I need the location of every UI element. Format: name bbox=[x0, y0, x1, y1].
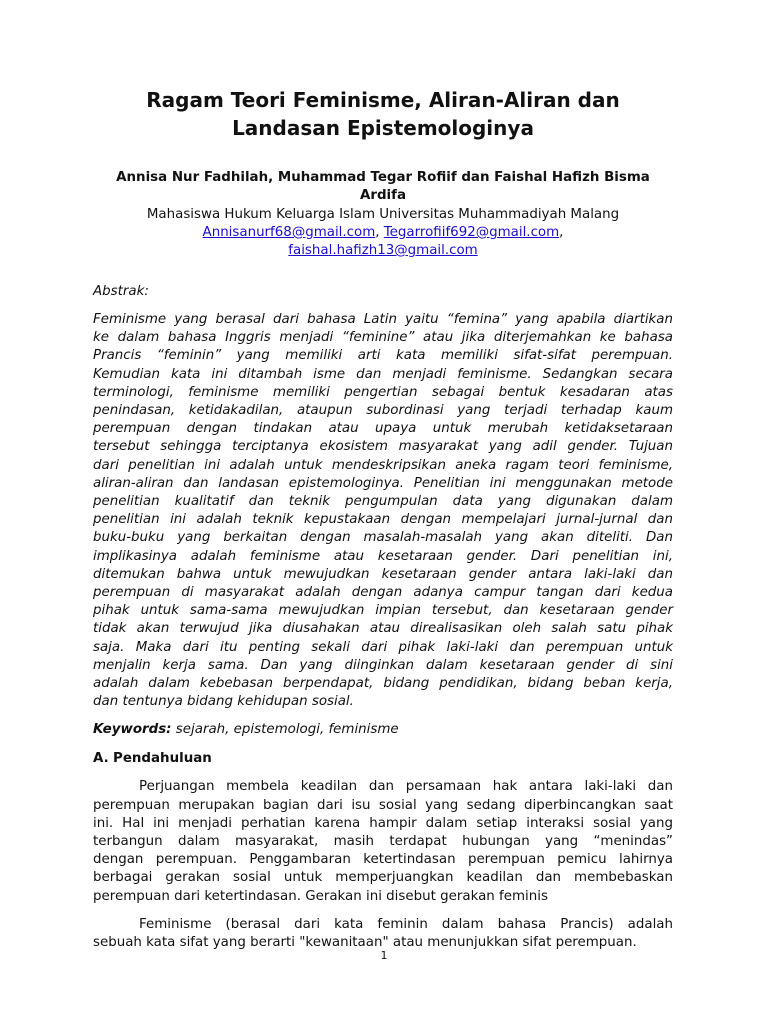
text-line: Perjuangan membela keadilan dan persamaan hak antara laki-laki dan bbox=[139, 779, 673, 795]
author-affiliation: Mahasiswa Hukum Keluarga Islam Universitas Muhammadiyah Malang bbox=[146, 207, 620, 222]
emails-line bbox=[93, 224, 673, 242]
text-line: ini. Hal ini menjadi perhatian karena hampir dalam setiap interaksi sosial yang bbox=[93, 815, 673, 831]
emails-line bbox=[93, 242, 673, 260]
text-line: Prancis “feminin” yang memiliki arti kata memiliki sifat-sifat perempuan. bbox=[93, 348, 673, 364]
text-line: Feminisme yang berasal dari bahasa Latin yaitu “femina” yang apabila diartikan bbox=[93, 312, 673, 327]
text-line: adalah dalam kebebasan berpendapat, bidang pendidikan, bidang beban kerja, bbox=[93, 676, 673, 692]
paper-title bbox=[93, 86, 673, 142]
email-link-2[interactable]: Tegarrofiif692@gmail.com bbox=[383, 225, 560, 240]
body-paragraph-2 bbox=[93, 916, 673, 952]
text-line: terminologi, feminisme memiliki pengertian sebagai bentuk kesadaran atas bbox=[93, 384, 673, 400]
text-line: berbagai gerakan sosial untuk memperjuangkan keadilan dan membebaskan bbox=[93, 870, 673, 886]
text-line: dengan perempuan. Penggambaran ketertindasan perempuan pemicu lahirnya bbox=[93, 852, 673, 868]
text-line: perempuan merupakan bagian dari isu sosial yang sedang diperbincangkan saat bbox=[93, 797, 673, 813]
text-line: saja. Maka dari itu penting sekali dari pihak laki-laki dan perempuan untuk bbox=[93, 639, 673, 655]
text-line: perempuan di masyarakat adalah dengan adanya campur tangan dari kedua bbox=[93, 585, 673, 601]
text-line: tidak akan terwujud jika diusahakan atau direalisasikan oleh salah satu pihak bbox=[93, 621, 673, 637]
text-line: pihak untuk sama-sama mewujudkan impian tersebut, dan kesetaraan gender bbox=[93, 603, 673, 619]
email-separator: , bbox=[375, 225, 384, 240]
section-title: Pendahuluan bbox=[113, 751, 212, 767]
text-line: perempuan dari ketertindasan. Gerakan ini disebut gerakan feminis bbox=[93, 888, 548, 904]
text-line: buku-buku yang berkaitan dengan masalah-masalah yang akan diteliti. Dan bbox=[93, 530, 673, 546]
email-link-1[interactable]: Annisanurf68@gmail.com bbox=[202, 225, 376, 240]
section-heading bbox=[93, 750, 673, 768]
abstract-text bbox=[93, 311, 673, 711]
text-line: menjalin kerja sama. Dan yang diinginkan dalam kesetaraan gender di sini bbox=[93, 657, 673, 673]
title-line: Landasan Epistemologinya bbox=[232, 116, 534, 140]
text-line: penelitian kualitatif dan teknik pengumpulan data yang digunakan dalam bbox=[93, 494, 673, 510]
author-emails bbox=[93, 224, 673, 260]
keywords bbox=[93, 721, 673, 739]
keywords-label: Keywords: bbox=[93, 722, 172, 738]
page-number: 1 bbox=[380, 949, 388, 962]
body-paragraph-1 bbox=[93, 778, 673, 905]
text-line: perempuan dengan tindakan atau upaya untuk merubah ketidaksetaraan bbox=[93, 421, 673, 437]
email-separator: , bbox=[559, 225, 564, 240]
text-line: terbangun dalam masyarakat, masih terdapat hubungan yang “menindas” bbox=[93, 834, 673, 850]
abstract-label: Abstrak: bbox=[93, 284, 149, 299]
authors-line: Ardifa bbox=[359, 187, 406, 203]
text-line: aliran-aliran dan landasan epistemologinya. Penelitian ini menggunakan metode bbox=[93, 475, 673, 491]
page-content bbox=[93, 86, 673, 952]
text-line: Feminisme (berasal dari kata feminin dalam bahasa Prancis) adalah bbox=[139, 916, 673, 932]
text-line: penindasan, ketidakadilan, ataupun subordinasi yang terjadi terhadap kaum bbox=[93, 403, 673, 419]
text-line: dari penelitian ini adalah untuk mendeskripsikan aneka ragam teori feminisme, bbox=[93, 457, 673, 473]
title-line: Ragam Teori Feminisme, Aliran-Aliran dan bbox=[146, 88, 620, 112]
text-line: implikasinya adalah feminisme atau kesetaraan gender. Dari penelitian ini, bbox=[93, 548, 673, 564]
section-number: A. bbox=[93, 751, 109, 767]
email-link-3[interactable]: faishal.hafizh13@gmail.com bbox=[288, 243, 478, 258]
text-line: Kemudian kata ini ditambah isme dan menjadi feminisme. Sedangkan secara bbox=[93, 366, 673, 382]
text-line: penelitian ini adalah teknik kepustakaan dengan mempelajari jurnal-jurnal dan bbox=[93, 512, 673, 528]
authors-line: Annisa Nur Fadhilah, Muhammad Tegar Rofiif dan Faishal Hafizh Bisma bbox=[116, 170, 650, 185]
author-names bbox=[93, 169, 673, 204]
text-line: ditemukan bahwa untuk mewujudkan kesetaraan gender antara laki-laki dan bbox=[93, 566, 673, 582]
text-line: dan tentunya bidang kehidupan sosial. bbox=[93, 694, 354, 710]
text-line: sebuah kata sifat yang berarti "kewanitaan" atau menunjukkan sifat perempuan. bbox=[93, 935, 637, 951]
keywords-text: sejarah, epistemologi, feminisme bbox=[171, 722, 399, 738]
text-line: tersebut sehingga terciptanya ekosistem masyarakat yang adil gender. Tujuan bbox=[93, 439, 673, 455]
text-line: ke dalam bahasa Inggris menjadi “feminine” atau jika diterjemahkan ke bahasa bbox=[93, 330, 673, 346]
